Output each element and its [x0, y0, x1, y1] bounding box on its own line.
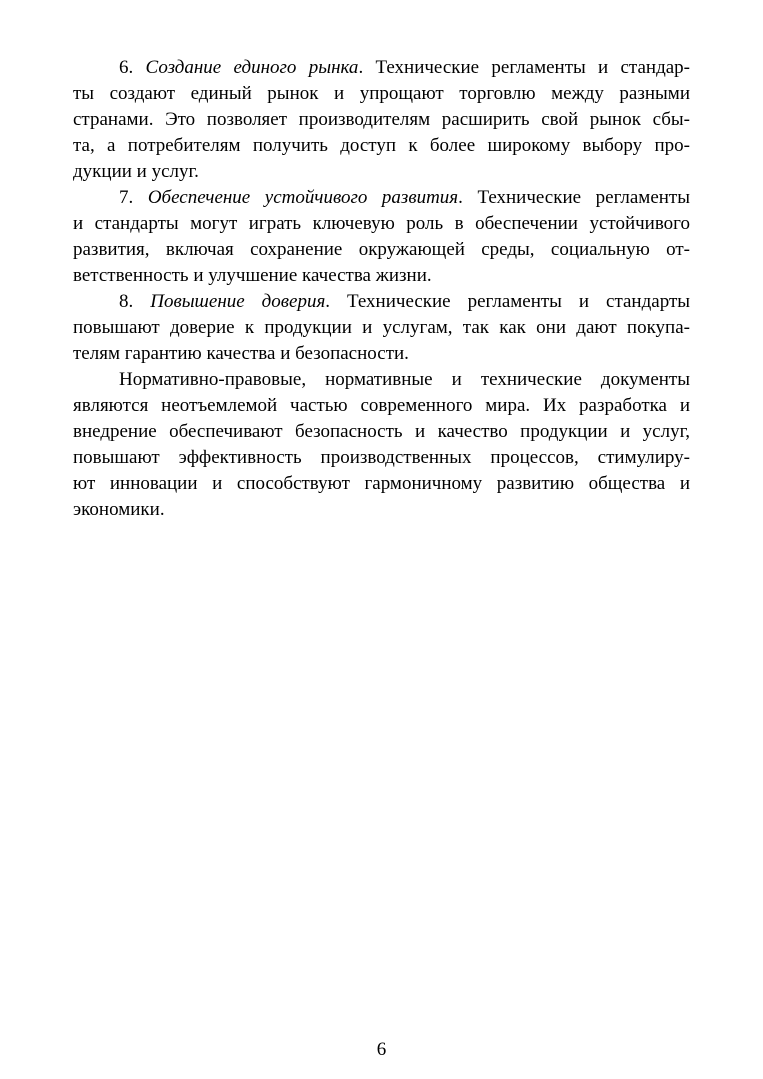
paragraph-conclusion	[73, 367, 690, 523]
paragraph-6	[73, 55, 690, 185]
item-title: Создание единого рынка	[145, 57, 359, 78]
paragraph-line: экономики.	[73, 499, 165, 520]
item-title: Повышение доверия	[150, 291, 326, 312]
paragraph-7	[73, 185, 690, 289]
paragraph-line: внедрение обеспечивают безопасность и качество продукции и услуг,	[73, 421, 690, 442]
item-title: Обеспечение устойчивого развития	[147, 187, 459, 208]
paragraph-line	[73, 289, 690, 315]
paragraph-line: дукции и услуг.	[73, 161, 199, 182]
line-text: . Технические регламенты	[458, 187, 691, 208]
paragraph-line: развития, включая сохранение окружающей среды, социальную от-	[73, 239, 690, 260]
paragraph-line	[73, 55, 690, 81]
paragraph-line: ты создают единый рынок и упрощают торговлю между разными	[73, 83, 690, 104]
paragraph-line	[73, 185, 690, 211]
paragraph-line: ветственность и улучшение качества жизни.	[73, 265, 432, 286]
paragraph-line: ют инновации и способствуют гармоничному развитию общества и	[73, 473, 690, 494]
paragraph-line: и стандарты могут играть ключевую роль в обеспечении устойчивого	[73, 213, 690, 234]
page-number: 6	[376, 1039, 387, 1060]
item-number: 7.	[119, 187, 134, 208]
paragraph-line: телям гарантию качества и безопасности.	[73, 343, 409, 364]
line-text: . Технические регламенты и стандар-	[358, 57, 691, 78]
paragraph-8	[73, 289, 690, 367]
paragraph-line: та, а потребителям получить доступ к более широкому выбору про-	[73, 135, 690, 156]
item-number: 8.	[119, 291, 134, 312]
item-number: 6.	[119, 57, 134, 78]
paragraph-line: Нормативно-правовые, нормативные и технические документы	[119, 369, 690, 390]
line-text: . Технические регламенты и стандарты	[325, 291, 691, 312]
paragraph-line: странами. Это позволяет производителям расширить свой рынок сбы-	[73, 109, 690, 130]
paragraph-line: повышают эффективность производственных процессов, стимулиру-	[73, 447, 690, 468]
paragraph-line: повышают доверие к продукции и услугам, так как они дают покупа-	[73, 317, 690, 338]
document-page	[73, 55, 690, 523]
paragraph-line: являются неотъемлемой частью современного мира. Их разработка и	[73, 395, 690, 416]
